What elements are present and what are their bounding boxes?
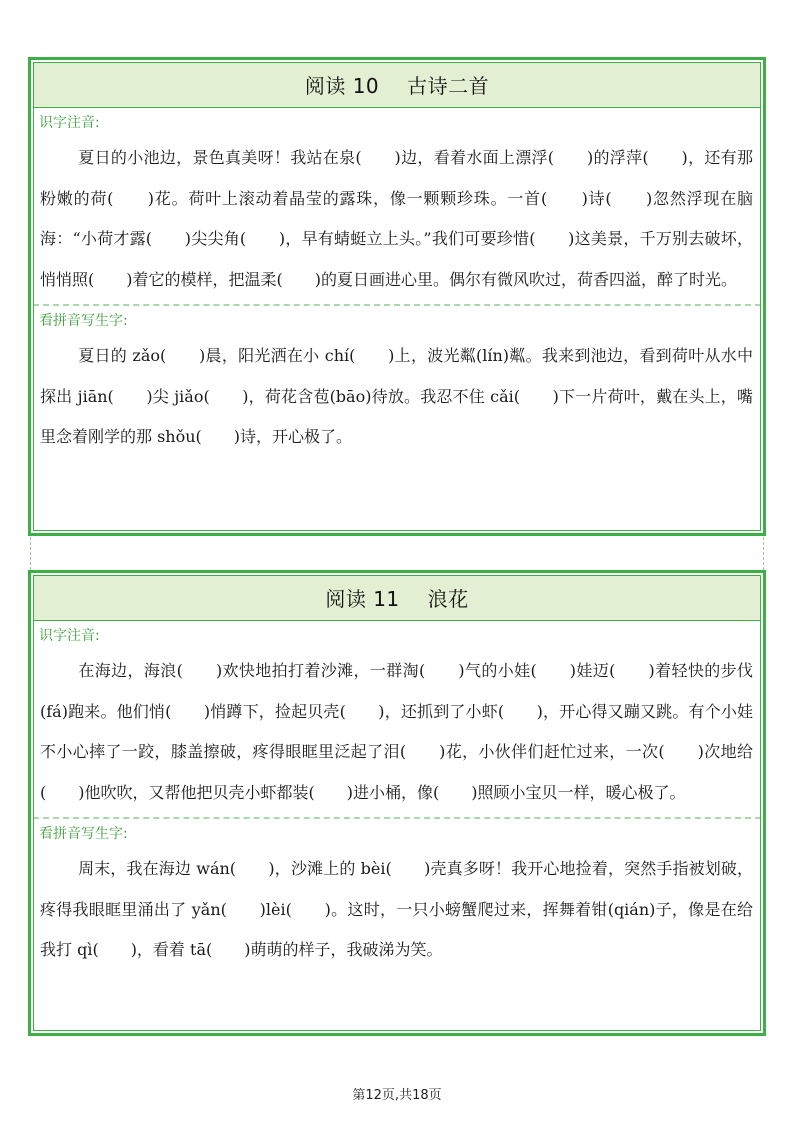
lesson-11-section2-text: 周末，我在海边 wán( )，沙滩上的 bèi( )壳真多呀！我开心地捡着，突然手指被划破，疼得我眼眶里涌出了 yǎn( )lèi( )。这时，一只小螃蟹爬过来，挥舞着钳(qián)子，像是在给我打 qì( )，看着 tā( )萌萌的样子，我破涕为笑。 (40, 859, 753, 959)
lesson-11-number: 阅读 11 (325, 587, 400, 611)
lesson-11-section1-text: 在海边，海浪( )欢快地拍打着沙滩，一群淘( )气的小娃( )娃迈( )着轻快的步伐(fá)跑来。他们悄( )悄蹲下，捡起贝壳( )，还抓到了小虾( )，开心得又蹦又跳。有个小娃不小心摔了一跤，膝盖擦破，疼得眼眶里泛起了泪( )花，小伙伴们赶忙过来，一次( )次地给( )他吹吹，又帮他把贝壳小虾都装( )进小桶，像( )照顾小宝贝一样，暖心极了。 (40, 661, 753, 802)
lesson-10-section2-text: 夏日的 zǎo( )晨，阳光洒在小 chí( )上，波光粼(lín)粼。我来到池边，看到荷叶从水中探出 jiān( )尖 jiǎo( )，荷花含苞(bāo)待放。我忍不住 cǎi( )下一片荷叶，戴在头上，嘴里念着刚学的那 shǒu( )诗，开心极了。 (40, 346, 753, 446)
lesson-11-card (28, 570, 766, 1036)
lesson-11-section1-label: 识字注音: (39, 628, 100, 644)
lesson-11-section2-label: 看拼音写生字: (39, 826, 128, 842)
lesson-10-card (28, 57, 766, 536)
lesson-10-title (33, 62, 761, 108)
lesson-10-number: 阅读 10 (304, 74, 380, 98)
lesson-10-name: 古诗二首 (407, 74, 490, 98)
lesson-11-name: 浪花 (427, 587, 469, 611)
card-gap-divider (30, 537, 764, 570)
lesson-10-section2-label: 看拼音写生字: (39, 313, 128, 329)
lesson-10-section1-label: 识字注音: (39, 115, 100, 131)
lesson-10-section1-text: 夏日的小池边，景色真美呀！我站在泉( )边，看着水面上漂浮( )的浮萍( )，还有那粉嫩的荷( )花。荷叶上滚动着晶莹的露珠，像一颗颗珍珠。一首( )诗( )忽然浮现在脑海：“小荷才露( )尖尖角( )，早有蜻蜓立上头。”我们可要珍惜( )这美景，千万别去破坏，悄悄照( )着它的模样，把温柔( )的夏日画进心里。偶尔有微风吹过，荷香四溢，醉了时光。 (40, 148, 753, 289)
lesson-11-title (33, 575, 761, 621)
page-footer: 第12页,共18页 (352, 1088, 442, 1103)
